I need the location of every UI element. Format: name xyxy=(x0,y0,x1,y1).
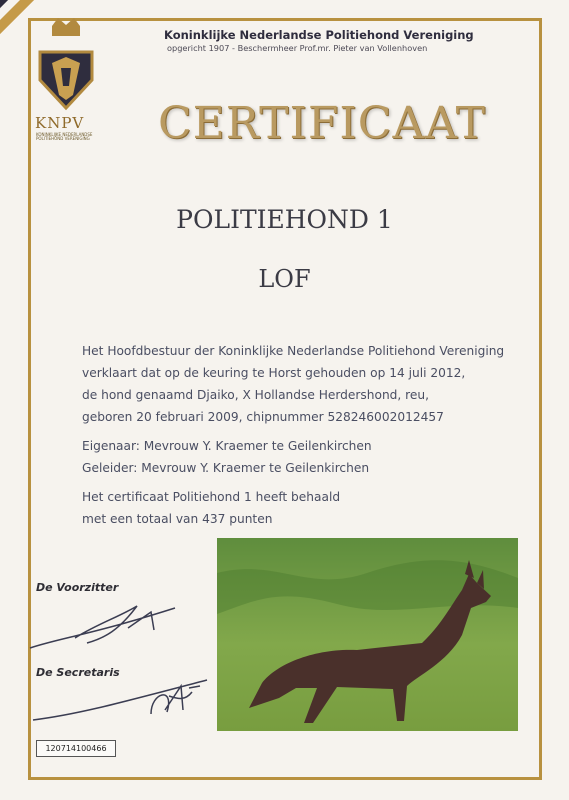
logo-text: KNPV xyxy=(35,114,85,132)
body-line-3: de hond genaamd Djaiko, X Hollandse Herdershond, reu, xyxy=(82,388,430,402)
chairman-label: De Voorzitter xyxy=(36,581,119,594)
certificate-title: CERTIFICAAT xyxy=(158,98,486,149)
body-line-2: verklaart dat op de keuring te Horst gehouden op 14 juli 2012, xyxy=(82,366,466,380)
body-line-1: Het Hoofdbestuur der Koninklijke Nederlandse Politiehond Vereniging xyxy=(82,344,505,358)
result-line-1: Het certificaat Politiehond 1 heeft behaald xyxy=(82,490,341,504)
secretary-label: De Secretaris xyxy=(36,666,120,679)
body-line-4: geboren 20 februari 2009, chipnummer 528246002012457 xyxy=(82,410,444,424)
certificate-body xyxy=(82,340,532,530)
owner-line: Eigenaar: Mevrouw Y. Kraemer te Geilenkirchen xyxy=(82,439,372,453)
chairman-signature xyxy=(25,600,215,660)
organization-subtitle: opgericht 1907 - Beschermheer Prof.mr. Pieter van Vollenhoven xyxy=(167,43,428,53)
certificate-number: 120714100466 xyxy=(36,740,116,757)
certificate-grade: LOF xyxy=(258,265,311,293)
result-line-2: met een totaal van 437 punten xyxy=(82,512,273,526)
logo-subtext: KONINKLIJKE NEDERLANDSE POLITIEHOND VERENIGING xyxy=(36,132,93,141)
dog-photo xyxy=(217,538,518,731)
secretary-signature xyxy=(25,662,215,722)
handler-line: Geleider: Mevrouw Y. Kraemer te Geilenkirchen xyxy=(82,461,370,475)
certificate-subtitle: POLITIEHOND 1 xyxy=(176,205,393,234)
organization-name: Koninklijke Nederlandse Politiehond Vereniging xyxy=(164,28,474,42)
